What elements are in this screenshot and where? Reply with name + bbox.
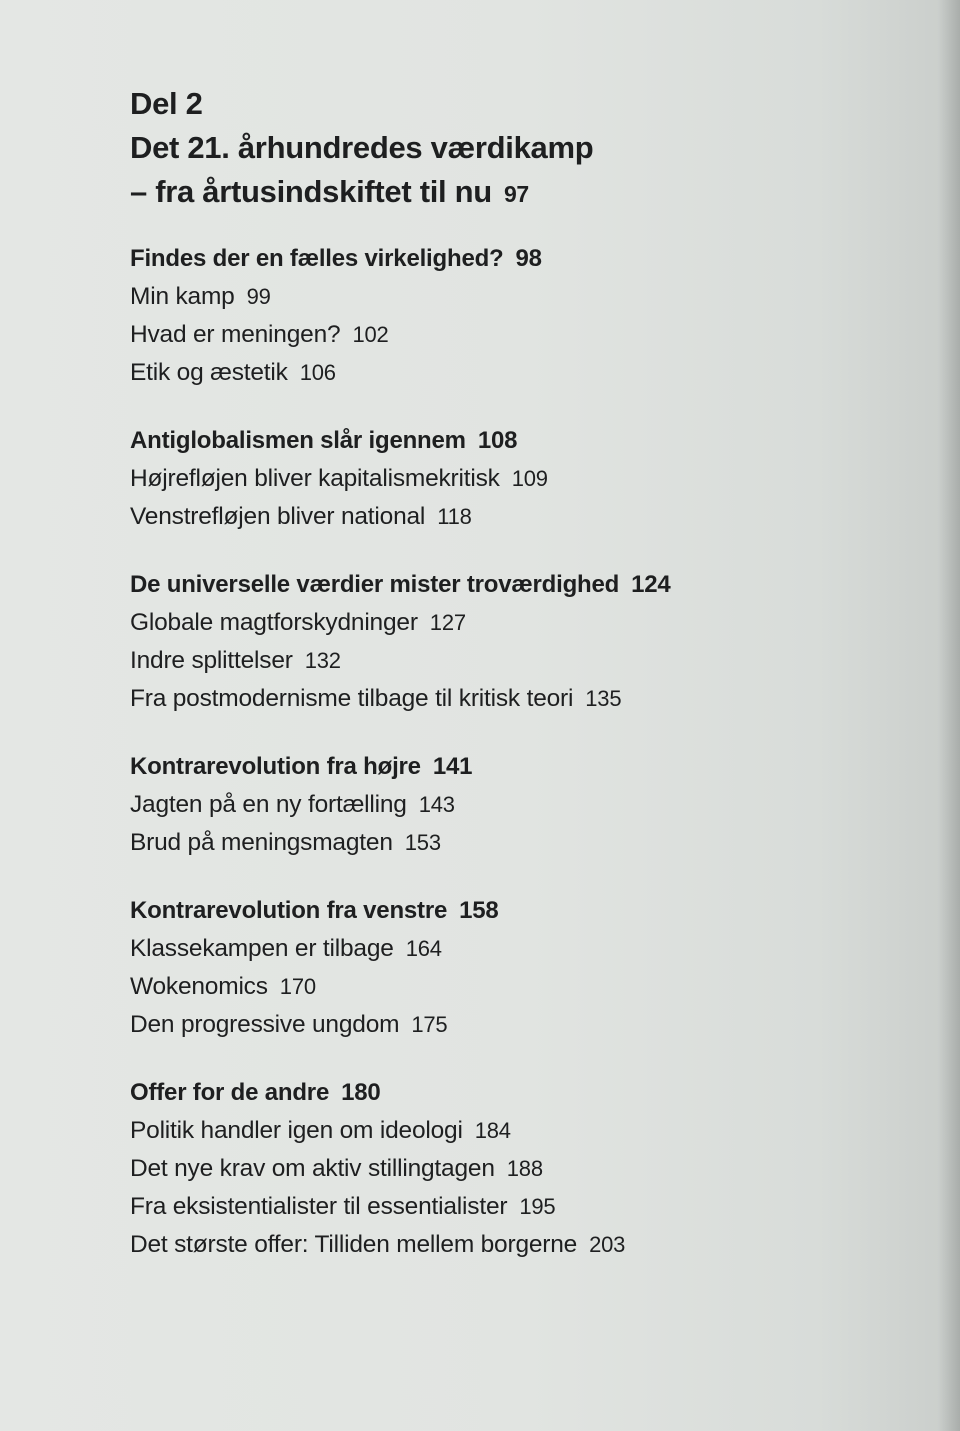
entry-title: Venstrefløjen bliver national xyxy=(130,503,426,530)
section-page-number: 180 xyxy=(341,1079,381,1106)
toc-entry xyxy=(130,930,850,968)
entry-page-number: 175 xyxy=(411,1012,448,1037)
entry-page-number: 99 xyxy=(246,284,271,309)
section-page-number: 141 xyxy=(432,753,473,780)
section-title: Antiglobalismen slår igennem xyxy=(130,427,466,454)
toc-entry xyxy=(130,498,850,536)
toc-section-heading xyxy=(130,1074,850,1112)
entry-title: Brud på meningsmagten xyxy=(130,829,393,856)
toc-section xyxy=(130,240,850,392)
entry-title: Jagten på en ny fortælling xyxy=(130,791,407,818)
toc-entry xyxy=(130,278,850,316)
section-page-number: 124 xyxy=(631,571,671,598)
entry-page-number: 127 xyxy=(429,610,466,635)
toc-entry xyxy=(130,968,850,1006)
toc-entry xyxy=(130,786,850,824)
entry-title: Politik handler igen om ideologi xyxy=(130,1117,463,1144)
entry-title: Min kamp xyxy=(130,283,235,310)
toc-entry xyxy=(130,1112,850,1150)
entry-page-number: 170 xyxy=(279,974,316,999)
toc-section-heading xyxy=(130,748,850,786)
entry-page-number: 132 xyxy=(304,648,341,673)
section-title: Offer for de andre xyxy=(130,1079,330,1106)
page-edge-shadow xyxy=(938,0,960,1431)
section-page-number: 108 xyxy=(477,427,518,454)
toc-entry xyxy=(130,354,850,392)
entry-page-number: 118 xyxy=(437,504,472,529)
entry-title: Højrefløjen bliver kapitalismekritisk xyxy=(130,465,500,492)
entry-page-number: 106 xyxy=(299,360,336,385)
entry-title: Fra eksistentialister til essentialister xyxy=(130,1193,508,1220)
entry-page-number: 102 xyxy=(352,322,389,347)
toc-entry xyxy=(130,680,850,718)
section-title: Findes der en fælles virkelighed? xyxy=(130,245,504,272)
part-heading xyxy=(130,82,593,216)
toc-section-heading xyxy=(130,422,850,460)
part-title-line-2 xyxy=(130,170,593,216)
toc-section xyxy=(130,566,850,718)
entry-title: Indre splittelser xyxy=(130,647,293,674)
entry-title: Den progressive ungdom xyxy=(130,1011,400,1038)
entry-page-number: 153 xyxy=(404,830,441,855)
part-label: Del 2 xyxy=(130,86,203,121)
entry-title: Globale magtforskydninger xyxy=(130,609,418,636)
toc-entry xyxy=(130,824,850,862)
toc-section xyxy=(130,1074,850,1264)
section-page-number: 158 xyxy=(459,897,499,924)
toc-section xyxy=(130,422,850,536)
toc-section-heading xyxy=(130,566,850,604)
section-title: De universelle værdier mister troværdighed xyxy=(130,571,620,598)
toc-entry xyxy=(130,642,850,680)
entry-title: Hvad er meningen? xyxy=(130,321,341,348)
part-page-number: 97 xyxy=(503,181,529,207)
entry-page-number: 195 xyxy=(519,1194,556,1219)
toc-entry xyxy=(130,1006,850,1044)
entry-title: Wokenomics xyxy=(130,973,268,1000)
section-title: Kontrarevolution fra højre xyxy=(130,753,421,780)
toc-entry xyxy=(130,316,850,354)
entry-page-number: 164 xyxy=(405,936,442,961)
toc-entry xyxy=(130,1226,850,1264)
entry-title: Etik og æstetik xyxy=(130,359,288,386)
entry-page-number: 188 xyxy=(506,1156,543,1181)
table-of-contents xyxy=(130,240,850,1294)
toc-entry xyxy=(130,460,850,498)
entry-page-number: 184 xyxy=(474,1118,511,1143)
part-title-line-2-text: – fra årtusindskiftet til nu xyxy=(130,174,492,209)
part-title-line-1: Det 21. århundredes værdikamp xyxy=(130,130,594,165)
entry-title: Det nye krav om aktiv stillingtagen xyxy=(130,1155,495,1182)
toc-entry xyxy=(130,1150,850,1188)
toc-section-heading xyxy=(130,892,850,930)
toc-section-heading xyxy=(130,240,850,278)
entry-title: Det største offer: Tilliden mellem borgerne xyxy=(130,1231,578,1258)
entry-page-number: 203 xyxy=(589,1232,626,1257)
toc-section xyxy=(130,892,850,1044)
toc-entry xyxy=(130,604,850,642)
entry-page-number: 135 xyxy=(585,686,622,711)
entry-page-number: 143 xyxy=(418,792,455,817)
section-title: Kontrarevolution fra venstre xyxy=(130,897,448,924)
section-page-number: 98 xyxy=(515,245,542,272)
entry-title: Klassekampen er tilbage xyxy=(130,935,394,962)
entry-page-number: 109 xyxy=(511,466,548,491)
entry-title: Fra postmodernisme tilbage til kritisk teori xyxy=(130,685,574,712)
toc-section xyxy=(130,748,850,862)
toc-entry xyxy=(130,1188,850,1226)
